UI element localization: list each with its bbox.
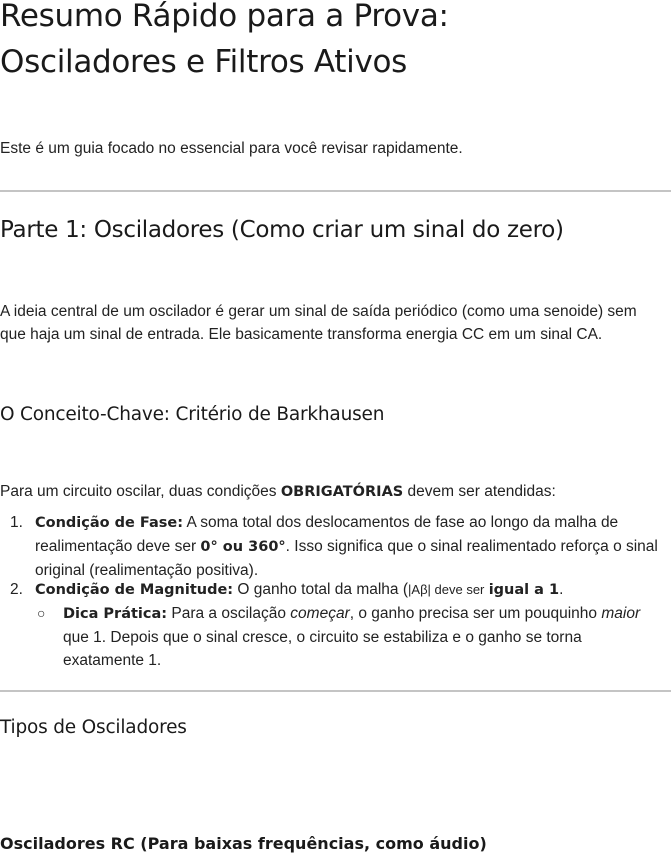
lead-bold: OBRIGATÓRIAS [280,484,404,500]
page-title [0,0,449,85]
magnitude-text-post: . [559,581,564,598]
lead-pre: Para um circuito oscilar, duas condições [0,483,281,500]
tip-line-2: que 1. Depois que o sinal cresce, o circuito se estabiliza e o ganho se torna [63,629,582,646]
magnitude-label: Condição de Magnitude: [35,582,234,598]
phase-label: Condição de Fase: [35,515,184,531]
rc-oscillators-heading: Osciladores RC (Para baixas frequências, como áudio) [0,834,487,853]
oscillator-types-heading: Tipos de Osciladores [0,717,187,738]
practical-tip [63,602,671,672]
intro-paragraph: Este é um guia focado no essencial para você revisar rapidamente. [0,140,463,157]
phase-line-3: original (realimentação positiva). [35,562,259,579]
magnitude-formula: |Aβ| deve ser [408,582,485,597]
page-title-line-2: Osciladores e Filtros Ativos [0,44,408,80]
lead-post: devem ser atendidas: [403,483,556,500]
tip-line-1 [63,602,671,626]
magnitude-bold: igual a 1 [488,582,560,598]
tip-emphasis-start: começar [290,605,350,622]
part1-paragraph-line-1: A ideia central de um oscilador é gerar um sinal de saída periódico (como uma senoide) sem [0,303,637,320]
part1-paragraph [0,300,637,346]
magnitude-text-pre: O ganho total da malha ( [233,581,409,598]
divider [0,690,671,692]
tip-line1-mid: , o ganho precisa ser um pouquinho [349,605,602,622]
hollow-bullet-icon: ○ [37,605,46,621]
phase-line-1 [35,511,671,535]
page-title-line-1: Resumo Rápido para a Prova: [0,0,449,34]
barkhausen-lead [0,480,556,504]
phase-degree-value: 0° ou 360° [200,539,286,555]
phase-line-2 [35,535,671,559]
tip-label: Dica Prática: [63,606,168,622]
phase-line2-post: . Isso significa que o sinal realimentado reforça o sinal [285,538,658,555]
tip-emphasis-greater: maior [601,605,641,622]
part1-paragraph-line-2: que haja um sinal de entrada. Ele basicamente transforma energia CC em um sinal CA. [0,326,603,343]
divider [0,190,671,192]
phase-line1-text: A soma total dos deslocamentos de fase ao longo da malha de [183,514,619,531]
list-number-2: 2. [10,581,23,598]
phase-line2-pre: realimentação deve ser [35,538,201,555]
part1-heading: Parte 1: Osciladores (Como criar um sinal do zero) [0,217,564,243]
list-number-1: 1. [10,514,23,531]
list-item-phase [35,511,671,582]
list-item-magnitude [35,578,671,602]
tip-line-3: exatamente 1. [63,652,162,669]
tip-line1-pre: Para a oscilação [167,605,291,622]
barkhausen-heading: O Conceito-Chave: Critério de Barkhausen [0,404,385,425]
